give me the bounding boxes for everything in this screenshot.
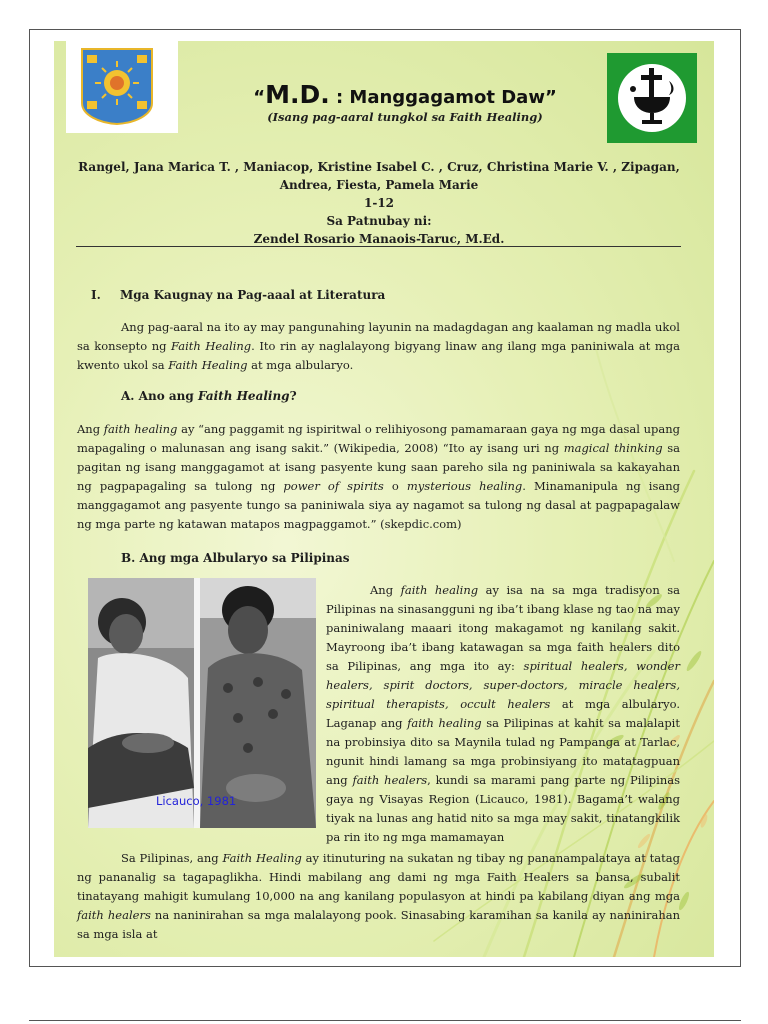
italic-run: mysterious healing bbox=[406, 479, 523, 493]
class-section: 1-12 bbox=[363, 196, 395, 210]
italic-run: faith healing bbox=[407, 716, 482, 730]
subsection-a-heading bbox=[121, 389, 297, 403]
italic-run: Faith Healing bbox=[222, 851, 302, 865]
italic-run: magical thinking bbox=[563, 441, 663, 455]
text-run: na naninirahan sa mga malalayong pook. Sinasabing karamihan sa kanila ay naninirahan sa mga isla at bbox=[77, 908, 680, 941]
text-run: . Ito rin ay naglalayong bigyang linaw ang ilang mga paniniwala at mga kwento ukol sa bbox=[77, 339, 680, 372]
photo-caption: Licauco, 1981 bbox=[156, 794, 237, 808]
header-divider bbox=[76, 246, 681, 247]
text-run: Ang pag-aaral na ito ay may pangunahing layunin na madagdagan ang kaalaman ng madla ukol sa konsepto ng bbox=[77, 320, 680, 353]
text-run: ay “ang paggamit ng ispiritwal o relihiyosong pamamaraan gaya ng mga dasal upang mapagaling o malunasan ang isang sakit.” (Wikipedia, 2008) “Ito ay isang uri ng bbox=[77, 422, 681, 455]
text-run: ay isa na sa mga tradisyon sa Pilipinas na sinasangguni ng iba’t ibang klase ng tao na may paniniwalang maaari itong makagamot ng kanilang sakit. Mayroong iba’t ibang katawagan sa mga faith healers dito sa Pilipinas, ang mga ito ay: bbox=[326, 583, 680, 673]
section-number: I. bbox=[91, 288, 101, 302]
closing-paragraph bbox=[77, 849, 680, 944]
text-run: . Minamanipula ng isang manggagamot ang pasyente tungo sa paniniwala siya ay nagamot sa tulong ng dasal at pagpapagalaw ng mga parte ng katawan matapos magpaggamot.” (skepdic.com) bbox=[77, 479, 680, 531]
italic-run: Faith Healing bbox=[171, 339, 252, 353]
adviser-label: Sa Patnubay ni: bbox=[326, 214, 432, 228]
text-run: Ang bbox=[77, 422, 104, 436]
title-md: M.D. bbox=[265, 80, 330, 109]
title-open-quote: “ bbox=[253, 87, 266, 108]
heading-prefix: A. Ano ang bbox=[121, 389, 198, 403]
author-block bbox=[78, 158, 680, 248]
italic-run: spiritual healers, wonder healers, spirit doctors, super-doctors, miracle healers, spiritual therapists, occult healers bbox=[326, 659, 680, 711]
intro-paragraph bbox=[77, 318, 680, 375]
italic-run: faith healing bbox=[103, 422, 178, 436]
text-run: Ang bbox=[370, 583, 401, 597]
text-run: at mga albularyo. bbox=[247, 358, 354, 372]
text-run: sa Pilipinas at kahit sa malalapit na probinsiya dito sa Maynila tulad ng Pampanga at Tarlac, ngunit hindi lamang sa mga probinsiyang ito matatagpuan ang bbox=[326, 716, 680, 787]
subsection-b-paragraph bbox=[326, 581, 680, 847]
italic-run: faith healing bbox=[400, 583, 479, 597]
author-names: Rangel, Jana Marica T. , Maniacop, Kristine Isabel C. , Cruz, Christina Marie V. , Zipagan, Andrea, Fiesta, Pamela Marie bbox=[78, 160, 680, 192]
title-rest: : Manggagamot Daw” bbox=[329, 87, 557, 108]
text-run: at mga albularyo. Laganap ang bbox=[326, 697, 680, 730]
text-run: o bbox=[383, 479, 407, 493]
text-run: , kundi sa marami pang parte ng Pilipinas gaya ng Visayas Region (Licauco, 1981). Bagama’t walang tiyak na lunas ang hatid nito sa mga may sakit, tinatangkilik pa rin ito ng mga mamamayan bbox=[326, 773, 680, 844]
text-run: sa pagitan ng isang manggagamot at isang pasyente kung saan pareho sila ng paniniwala sa kakayahan ng pagpapagaling sa tulong ng bbox=[77, 441, 680, 493]
italic-run: Faith Healing bbox=[168, 358, 248, 372]
subsection-a-paragraph bbox=[77, 420, 680, 534]
page-title bbox=[160, 80, 650, 109]
heading-italic: Faith Healing bbox=[197, 389, 290, 403]
section-title: Mga Kaugnay na Pag-aaal at Literatura bbox=[120, 288, 386, 302]
next-page-edge bbox=[29, 1020, 741, 1021]
albularyo-photo bbox=[88, 578, 316, 828]
text-run: ay itinuturing na sukatan ng tibay ng pananampalataya at tatag ng pananalig sa tagapaglikha. Hindi mabilang ang dami ng mga Faith Healers sa bansa, subalit tinatayang mahigit kumulang 10,000 na ang kanilang populasyon at hindi pa kabilang diyan ang mga bbox=[77, 851, 681, 903]
italic-run: faith healers bbox=[77, 908, 151, 922]
italic-run: power of spirits bbox=[283, 479, 384, 493]
page-subtitle: (Isang pag-aaral tungkol sa Faith Healing) bbox=[267, 110, 543, 124]
text-run: Sa Pilipinas, ang bbox=[121, 851, 223, 865]
heading-suffix: ? bbox=[289, 389, 297, 403]
italic-run: faith healers bbox=[352, 773, 428, 787]
university-seal-icon bbox=[80, 47, 154, 125]
adviser-name: Zendel Rosario Manaois-Taruc, M.Ed. bbox=[253, 232, 505, 246]
subsection-b-heading: B. Ang mga Albularyo sa Pilipinas bbox=[121, 551, 350, 565]
